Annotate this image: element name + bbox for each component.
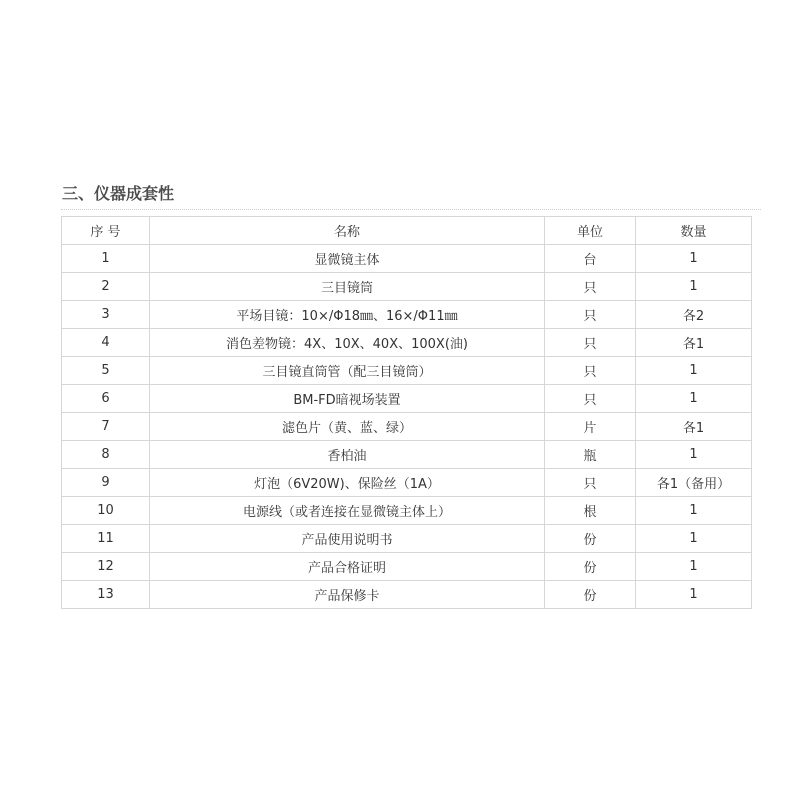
- cell-name: 平场目镜：10×/Φ18㎜、16×/Φ11㎜: [150, 301, 545, 329]
- cell-no: 5: [62, 357, 150, 385]
- cell-qty: 各1: [636, 329, 752, 357]
- cell-no: 10: [62, 497, 150, 525]
- cell-name: 滤色片（黄、蓝、绿）: [150, 413, 545, 441]
- table-header-row: [62, 217, 752, 245]
- header-qty: 数量: [636, 217, 752, 245]
- cell-no: 7: [62, 413, 150, 441]
- table-row: [62, 273, 752, 301]
- table-row: [62, 385, 752, 413]
- title-divider: [61, 209, 761, 210]
- cell-qty: 1: [636, 581, 752, 609]
- header-no: 序 号: [62, 217, 150, 245]
- table-row: [62, 357, 752, 385]
- table-row: [62, 413, 752, 441]
- table-row: [62, 581, 752, 609]
- cell-unit: 只: [545, 385, 636, 413]
- table-row: [62, 525, 752, 553]
- cell-name: 三目镜筒: [150, 273, 545, 301]
- cell-name: 香柏油: [150, 441, 545, 469]
- cell-name: 灯泡（6V20W)、保险丝（1A）: [150, 469, 545, 497]
- cell-name: 产品保修卡: [150, 581, 545, 609]
- cell-no: 9: [62, 469, 150, 497]
- cell-name: 三目镜直筒管（配三目镜筒）: [150, 357, 545, 385]
- cell-qty: 1: [636, 273, 752, 301]
- cell-name: 消色差物镜：4X、10X、40X、100X(油): [150, 329, 545, 357]
- cell-name: 产品合格证明: [150, 553, 545, 581]
- table-row: [62, 245, 752, 273]
- table-row: [62, 469, 752, 497]
- cell-qty: 各2: [636, 301, 752, 329]
- cell-unit: 只: [545, 469, 636, 497]
- cell-no: 1: [62, 245, 150, 273]
- cell-qty: 1: [636, 553, 752, 581]
- cell-no: 13: [62, 581, 150, 609]
- cell-no: 2: [62, 273, 150, 301]
- cell-unit: 份: [545, 581, 636, 609]
- header-unit: 单位: [545, 217, 636, 245]
- cell-unit: 片: [545, 413, 636, 441]
- cell-name: BM-FD暗视场装置: [150, 385, 545, 413]
- cell-name: 显微镜主体: [150, 245, 545, 273]
- table-row: [62, 553, 752, 581]
- cell-no: 11: [62, 525, 150, 553]
- cell-no: 8: [62, 441, 150, 469]
- cell-unit: 根: [545, 497, 636, 525]
- cell-unit: 只: [545, 301, 636, 329]
- cell-unit: 只: [545, 273, 636, 301]
- cell-qty: 1: [636, 441, 752, 469]
- cell-qty: 各1: [636, 413, 752, 441]
- cell-qty: 1: [636, 245, 752, 273]
- table-row: [62, 441, 752, 469]
- cell-unit: 瓶: [545, 441, 636, 469]
- cell-name: 电源线（或者连接在显微镜主体上）: [150, 497, 545, 525]
- cell-unit: 份: [545, 553, 636, 581]
- cell-qty: 1: [636, 385, 752, 413]
- cell-unit: 只: [545, 357, 636, 385]
- cell-unit: 份: [545, 525, 636, 553]
- table-row: [62, 497, 752, 525]
- cell-unit: 台: [545, 245, 636, 273]
- cell-qty: 各1（备用）: [636, 469, 752, 497]
- cell-no: 6: [62, 385, 150, 413]
- header-name: 名称: [150, 217, 545, 245]
- cell-no: 4: [62, 329, 150, 357]
- cell-qty: 1: [636, 525, 752, 553]
- table-row: [62, 329, 752, 357]
- equipment-section: [61, 181, 761, 609]
- cell-no: 12: [62, 553, 150, 581]
- cell-name: 产品使用说明书: [150, 525, 545, 553]
- cell-qty: 1: [636, 357, 752, 385]
- equipment-table: [61, 216, 752, 609]
- table-row: [62, 301, 752, 329]
- section-title: 三、仪器成套性: [62, 184, 175, 203]
- cell-qty: 1: [636, 497, 752, 525]
- cell-unit: 只: [545, 329, 636, 357]
- cell-no: 3: [62, 301, 150, 329]
